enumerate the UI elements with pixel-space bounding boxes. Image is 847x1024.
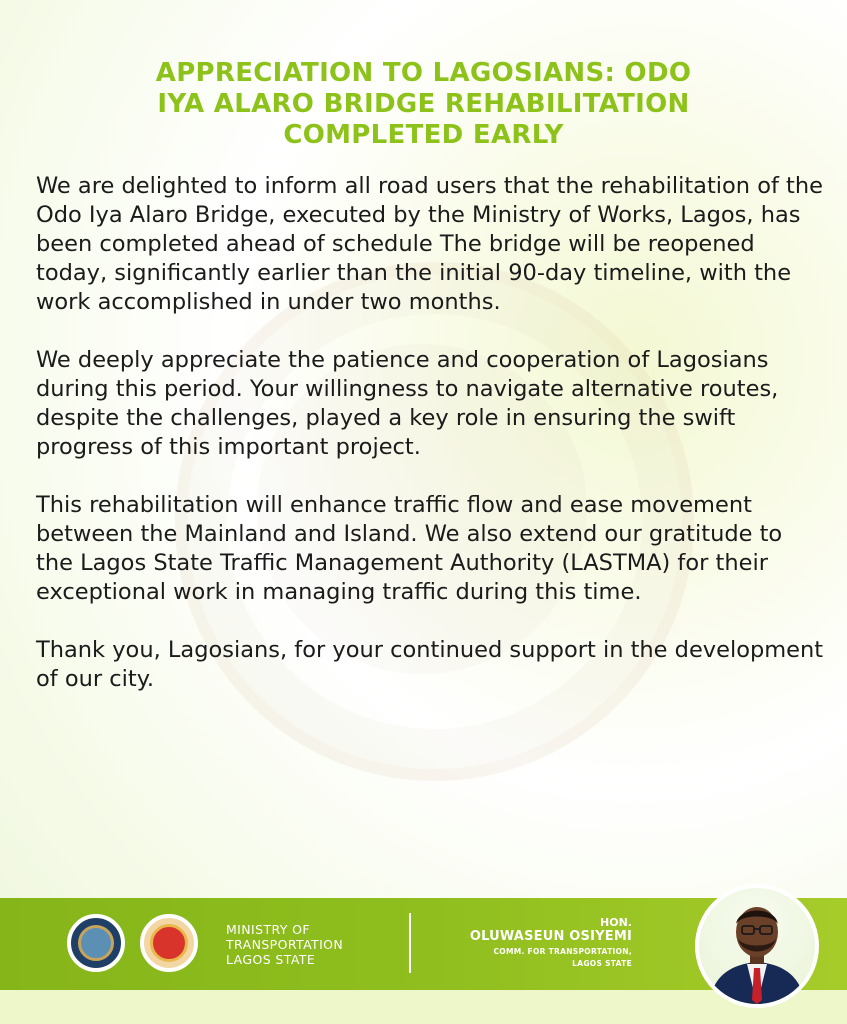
lagos-state-seal-icon bbox=[67, 914, 125, 972]
headline bbox=[50, 58, 797, 151]
official-signature-block bbox=[420, 916, 632, 969]
paragraph-appreciation: We deeply appreciate the patience and cooperation of Lagosians during this period. Your willingness to navigate alternative routes, despite the challenges, played a key role in ensuring the swift progress of this important project. bbox=[36, 347, 779, 460]
ministry-line-1: MINISTRY OF bbox=[226, 922, 311, 937]
lagos-governor-seal-icon bbox=[140, 914, 198, 972]
ministry-line-3: LAGOS STATE bbox=[226, 952, 316, 967]
paragraph-completion: We are delighted to inform all road users that the rehabilitation of the Odo Iya Alaro Bridge, executed by the Ministry of Works, Lagos, has been completed ahead of schedule The bridge will be reopened today, significantly earlier than the initial 90-day timeline, with the work accomplished in under two months. bbox=[36, 173, 823, 315]
ministry-name bbox=[226, 922, 401, 967]
headline-line-1: APPRECIATION TO LAGOSIANS: ODO bbox=[155, 58, 692, 88]
ministry-line-2: TRANSPORTATION bbox=[226, 937, 344, 952]
portrait-illustration bbox=[699, 888, 815, 1004]
official-honorific: HON. bbox=[600, 916, 632, 929]
official-role-line-1: COMM. FOR TRANSPORTATION, bbox=[493, 947, 632, 956]
paragraph-lastma-gratitude: This rehabilitation will enhance traffic flow and ease movement between the Mainland and Island. We also extend our gratitude to the Lagos State Traffic Management Authority (LASTMA) for their exceptional work in managing traffic during this time. bbox=[36, 492, 783, 605]
commissioner-portrait bbox=[695, 884, 819, 1008]
statement-body bbox=[36, 172, 826, 723]
headline-line-3: COMPLETED EARLY bbox=[283, 120, 564, 150]
headline-line-2: IYA ALARO BRIDGE REHABILITATION bbox=[157, 89, 690, 119]
official-role-line-2: LAGOS STATE bbox=[572, 959, 632, 968]
footer-divider bbox=[409, 913, 411, 973]
official-name: OLUWASEUN OSIYEMI bbox=[469, 929, 632, 944]
paragraph-thank-you: Thank you, Lagosians, for your continued support in the development of our city. bbox=[36, 637, 824, 692]
